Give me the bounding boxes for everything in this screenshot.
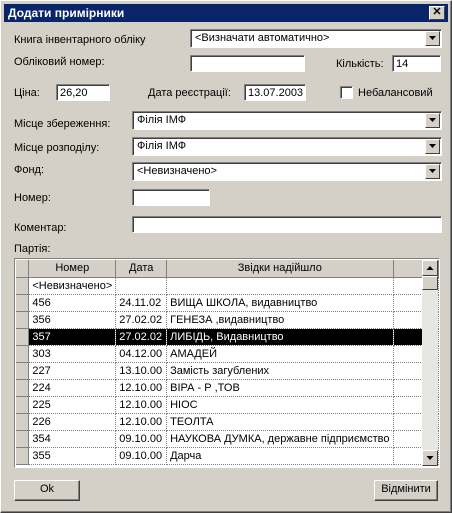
- cell-date: 27.02.02: [116, 311, 167, 328]
- table-row[interactable]: [16, 362, 439, 379]
- cell-date: 12.10.00: [116, 413, 167, 430]
- unbalanced-checkbox[interactable]: [340, 86, 353, 99]
- comment-label: Коментар:: [14, 222, 67, 234]
- cell-source: Замість загублених: [167, 362, 393, 379]
- cell-num: 226: [29, 413, 116, 430]
- unbalanced-label: Небалансовий: [358, 87, 433, 99]
- price-label: Ціна:: [14, 87, 40, 99]
- cell-source: НАУКОВА ДУМКА, державне підприємство: [167, 430, 393, 447]
- row-indicator[interactable]: [16, 277, 29, 294]
- row-indicator[interactable]: [16, 396, 29, 413]
- cell-source: ВІРА - Р ,ТОВ: [167, 379, 393, 396]
- ok-button[interactable]: Ok: [14, 480, 80, 501]
- row-indicator[interactable]: [16, 413, 29, 430]
- price-input[interactable]: 26,20: [56, 84, 110, 101]
- cell-source: НІОС: [167, 396, 393, 413]
- chevron-down-icon[interactable]: [425, 113, 440, 128]
- cell-num: 356: [29, 311, 116, 328]
- account-number-input[interactable]: [190, 55, 305, 72]
- cell-source: Дарча: [167, 447, 393, 464]
- book-select[interactable]: [190, 29, 442, 48]
- table-row[interactable]: [16, 345, 439, 362]
- chevron-down-icon[interactable]: [425, 31, 440, 46]
- table-row[interactable]: [16, 430, 439, 447]
- column-header-source[interactable]: Звідки надійшло: [167, 260, 393, 277]
- distribution-place-value: Філія ІМФ: [137, 140, 187, 152]
- cell-num: <Невизначено>: [29, 277, 116, 294]
- reg-date-label: Дата реєстрації:: [148, 87, 231, 99]
- header-indicator: [16, 260, 29, 277]
- number-input[interactable]: [132, 189, 210, 206]
- vertical-scrollbar[interactable]: [422, 260, 438, 466]
- cell-date: 09.10.00: [116, 447, 167, 464]
- batch-label: Партія:: [14, 243, 51, 255]
- table-row[interactable]: [16, 311, 439, 328]
- table-row[interactable]: [16, 328, 439, 345]
- cell-source: АМАДЕЙ: [167, 345, 393, 362]
- cell-date: 09.10.00: [116, 430, 167, 447]
- row-indicator[interactable]: [16, 311, 29, 328]
- book-label: Книга інвентарного обліку: [14, 34, 146, 46]
- quantity-label: Кількість:: [336, 58, 384, 70]
- chevron-down-icon[interactable]: [425, 139, 440, 154]
- close-button[interactable]: [429, 6, 445, 20]
- cell-num: 456: [29, 294, 116, 311]
- arrow-down-icon: [423, 451, 437, 465]
- cell-date: 12.10.00: [116, 396, 167, 413]
- row-indicator[interactable]: [16, 328, 29, 345]
- fund-label: Фонд:: [14, 164, 45, 176]
- cell-num: 357: [29, 328, 116, 345]
- cell-date: 04.12.00: [116, 345, 167, 362]
- table-row[interactable]: [16, 447, 439, 464]
- table-row[interactable]: [16, 294, 439, 311]
- distribution-place-label: Місце розподілу:: [14, 142, 100, 154]
- comment-input[interactable]: [132, 216, 442, 233]
- account-number-label: Обліковий номер:: [14, 56, 105, 68]
- cell-source: ГЕНЕЗА ,видавництво: [167, 311, 393, 328]
- chevron-down-icon[interactable]: [425, 164, 440, 179]
- cancel-button[interactable]: Відмінити: [374, 480, 438, 501]
- column-header-number[interactable]: Номер: [29, 260, 116, 277]
- batch-grid[interactable]: [14, 258, 440, 468]
- row-indicator[interactable]: [16, 447, 29, 464]
- cell-source: ТЕОЛТА: [167, 413, 393, 430]
- cell-num: 227: [29, 362, 116, 379]
- cell-source: [167, 277, 393, 294]
- fund-select[interactable]: [132, 162, 442, 181]
- storage-place-value: Філія ІМФ: [137, 114, 187, 126]
- fund-value: <Невизначено>: [137, 165, 217, 177]
- cell-date: 24.11.02: [116, 294, 167, 311]
- cell-source: ВИЩА ШКОЛА, видавництво: [167, 294, 393, 311]
- row-indicator[interactable]: [16, 294, 29, 311]
- book-value: <Визначати автоматично>: [195, 32, 330, 44]
- cell-date: [116, 277, 167, 294]
- cell-num: 354: [29, 430, 116, 447]
- table-header: [16, 260, 439, 277]
- scroll-down-button[interactable]: [422, 450, 438, 466]
- row-indicator[interactable]: [16, 345, 29, 362]
- number-label: Номер:: [14, 192, 51, 204]
- storage-place-label: Місце збереження:: [14, 118, 111, 130]
- table-row[interactable]: [16, 396, 439, 413]
- distribution-place-select[interactable]: [132, 137, 442, 156]
- scroll-thumb[interactable]: [422, 276, 438, 290]
- arrow-up-icon: [423, 261, 437, 275]
- row-indicator[interactable]: [16, 379, 29, 396]
- table-row[interactable]: [16, 413, 439, 430]
- cell-date: 27.02.02: [116, 328, 167, 345]
- window-title: Додати примірники: [8, 6, 125, 20]
- cell-num: 225: [29, 396, 116, 413]
- table-row[interactable]: [16, 277, 439, 294]
- row-indicator[interactable]: [16, 430, 29, 447]
- scroll-up-button[interactable]: [422, 260, 438, 276]
- close-icon: ✕: [432, 6, 442, 18]
- table-row[interactable]: [16, 379, 439, 396]
- batch-table: [16, 260, 439, 465]
- row-indicator[interactable]: [16, 362, 29, 379]
- reg-date-input[interactable]: 13.07.2003: [244, 84, 306, 101]
- cell-date: 13.10.00: [116, 362, 167, 379]
- cell-source: ЛИБІДЬ, Видавництво: [167, 328, 393, 345]
- column-header-date[interactable]: Дата: [116, 260, 167, 277]
- cell-num: 303: [29, 345, 116, 362]
- quantity-input[interactable]: 14: [392, 55, 441, 72]
- storage-place-select[interactable]: [132, 111, 442, 130]
- cell-num: 355: [29, 447, 116, 464]
- cell-num: 224: [29, 379, 116, 396]
- title-bar[interactable]: [4, 4, 448, 22]
- cell-date: 12.10.00: [116, 379, 167, 396]
